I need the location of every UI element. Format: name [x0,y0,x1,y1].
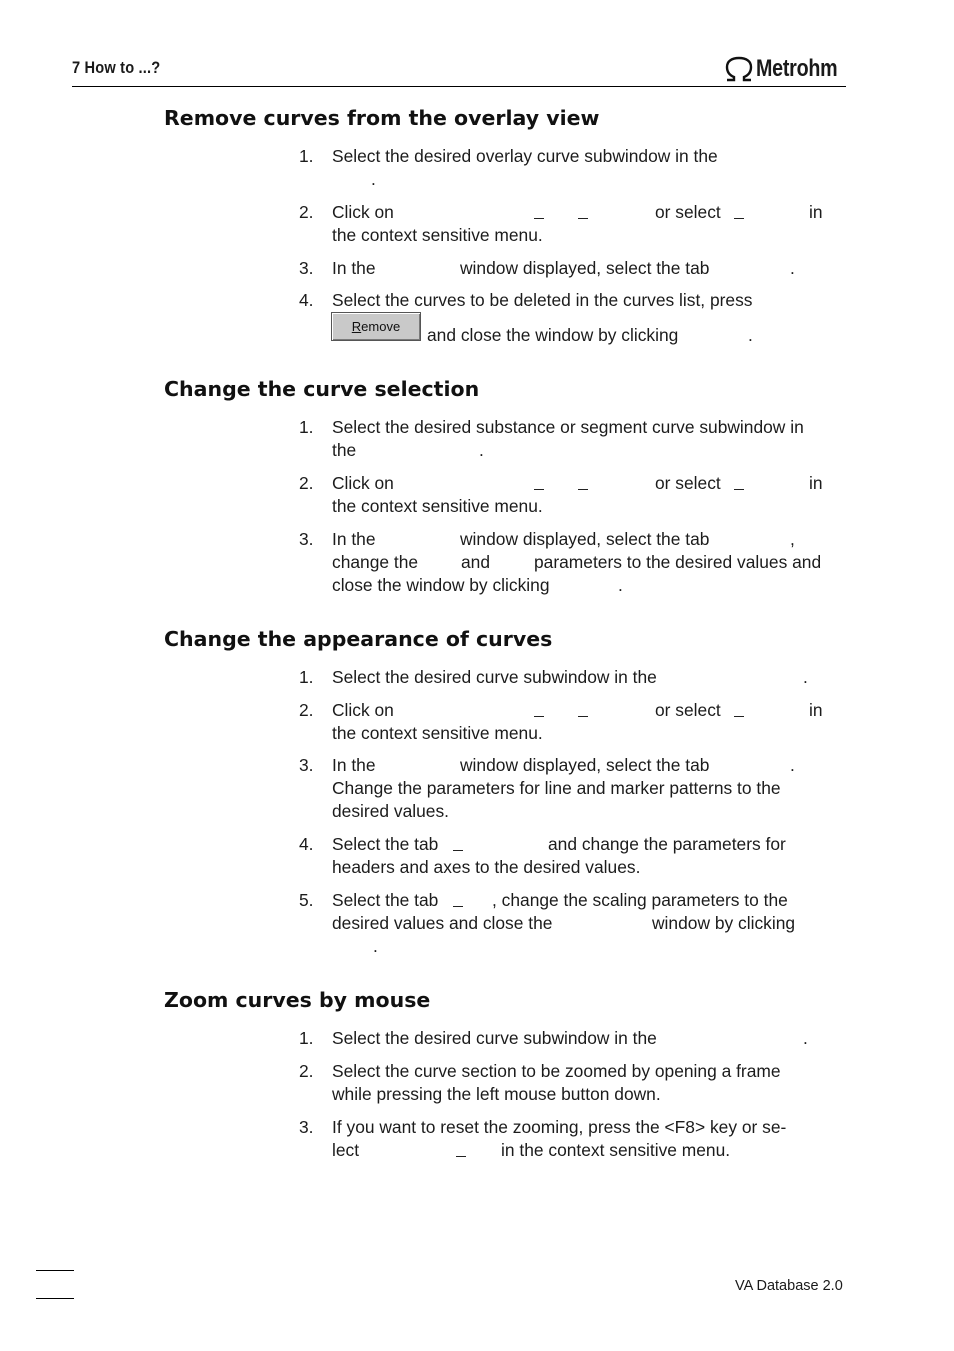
section-title-zoom: Zoom curves by mouse [164,988,431,1012]
brand-name: Metrohm [756,55,838,82]
footer-rule-bottom [36,1298,74,1299]
step-appearance-1: 1. Select the desired curve subwindow in the . [299,667,808,687]
section-title-remove-curves: Remove curves from the overlay view [164,106,600,130]
step-remove-4: 4. Select the curves to be deleted in the curves list, press and close the window by clicking . [299,290,753,345]
metrohm-logo [724,54,855,84]
step-zoom-2: 2. Select the curve section to be zoomed by opening a frame while pressing the left mouse button down. [299,1061,781,1104]
product-name: VA Database 2.0 [735,1278,843,1294]
step-selection-3: 3. In the window displayed, select the tab , change the and parameters to the desired values and close the window by clicking . [299,529,822,595]
step-selection-2: 2. Click on or select in the context sensitive menu. [299,473,823,516]
step-remove-1: 1. Select the desired overlay curve subwindow in the . [299,146,718,189]
section-title-change-selection: Change the curve selection [164,377,480,401]
remove-button[interactable]: R emove [331,312,421,341]
section-title-appearance: Change the appearance of curves [164,627,553,651]
step-appearance-5: 5. Select the tab , change the scaling parameters to the desired values and close the window by clicking . [299,890,796,956]
step-remove-2: 2. Click on or select in the context sensitive menu. [299,202,823,245]
footer-rule-top [36,1270,74,1271]
step-appearance-4: 4. Select the tab and change the parameters for headers and axes to the desired values. [299,834,786,877]
step-appearance-2: 2. Click on or select in the context sensitive menu. [299,700,823,743]
omega-icon [724,56,754,82]
header-rule [72,86,846,87]
step-remove-3: 3. In the window displayed, select the tab . [299,258,795,278]
step-zoom-1: 1. Select the desired curve subwindow in the . [299,1028,808,1048]
step-appearance-3: 3. In the window displayed, select the tab . Change the parameters for line and marker patterns to the desired values. [299,755,795,821]
step-selection-1: 1. Select the desired substance or segment curve subwindow in the . [299,417,804,460]
chapter-heading: 7 How to ...? [72,58,161,77]
step-zoom-3: 3. If you want to reset the zooming, press the <F8> key or se- lect in the context sensitive menu. [299,1117,787,1160]
